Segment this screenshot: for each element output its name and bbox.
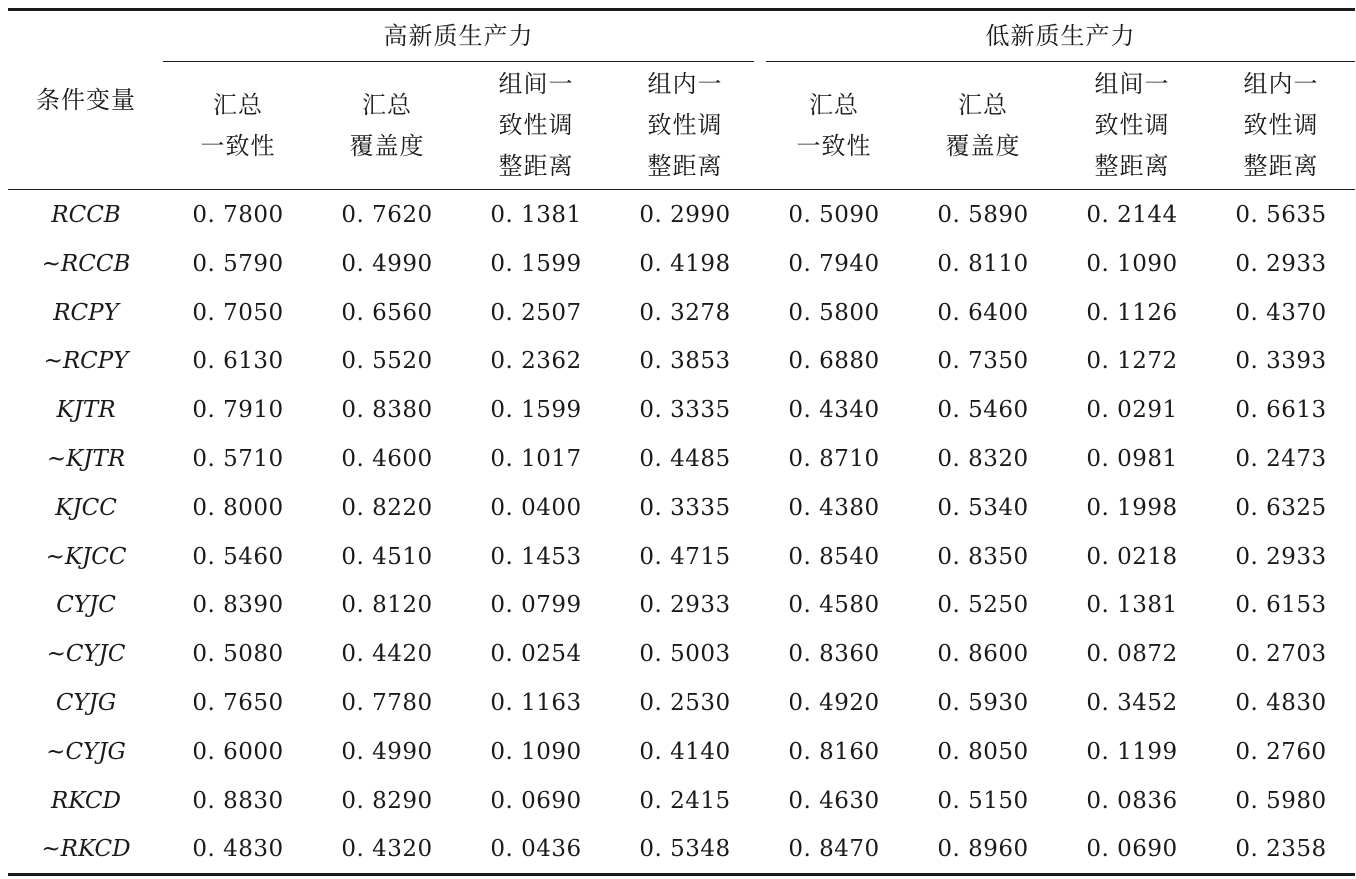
row-value-cell: 0. 2507 bbox=[490, 299, 582, 326]
row-value-cell: 0. 3335 bbox=[639, 397, 731, 424]
row-variable-label: ~KJTR bbox=[46, 446, 126, 472]
table-bottom-rule bbox=[8, 873, 1355, 876]
row-value-cell: 0. 1453 bbox=[490, 543, 582, 570]
row-value-cell: 0. 5340 bbox=[937, 494, 1029, 521]
row-value-cell: 0. 4630 bbox=[788, 787, 880, 814]
row-value-cell: 0. 8960 bbox=[937, 836, 1029, 863]
row-value-cell: 0. 2933 bbox=[1235, 250, 1327, 277]
row-value-cell: 0. 0218 bbox=[1086, 543, 1178, 570]
row-value-cell: 0. 6130 bbox=[192, 348, 284, 375]
row-value-cell: 0. 5710 bbox=[192, 446, 284, 472]
row-value-cell: 0. 5890 bbox=[937, 202, 1029, 228]
header-bottom-rule bbox=[8, 189, 1355, 190]
row-value-cell: 0. 0254 bbox=[490, 641, 582, 668]
row-value-cell: 0. 8160 bbox=[788, 738, 880, 765]
row-value-cell: 0. 8830 bbox=[192, 787, 284, 814]
table-row bbox=[0, 386, 1356, 435]
row-value-cell: 0. 1272 bbox=[1086, 348, 1178, 375]
row-value-cell: 0. 3393 bbox=[1235, 348, 1327, 375]
col-header-line: 覆盖度 bbox=[349, 132, 425, 160]
row-value-cell: 0. 3335 bbox=[639, 494, 731, 521]
row-variable-label: ~RKCD bbox=[41, 836, 131, 863]
row-value-cell: 0. 1199 bbox=[1086, 738, 1178, 765]
row-value-cell: 0. 5460 bbox=[192, 543, 284, 570]
row-variable-label: ~RCCB bbox=[41, 250, 131, 277]
row-value-cell: 0. 2933 bbox=[639, 592, 731, 619]
row-value-cell: 0. 4990 bbox=[341, 250, 433, 277]
row-variable-label: RCCB bbox=[51, 202, 121, 228]
col-header-line: 整距离 bbox=[498, 152, 574, 180]
col-header-line: 组内一 bbox=[647, 70, 723, 98]
row-value-cell: 0. 2358 bbox=[1235, 836, 1327, 863]
table-row bbox=[0, 679, 1356, 728]
row-value-cell: 0. 8050 bbox=[937, 738, 1029, 765]
row-value-cell: 0. 8710 bbox=[788, 446, 880, 472]
row-value-cell: 0. 8360 bbox=[788, 641, 880, 668]
row-value-cell: 0. 0799 bbox=[490, 592, 582, 619]
row-value-cell: 0. 6325 bbox=[1235, 494, 1327, 521]
col-header-line: 组间一 bbox=[1094, 70, 1170, 98]
row-value-cell: 0. 6613 bbox=[1235, 397, 1327, 424]
table-row bbox=[0, 728, 1356, 777]
col-header-low-within-distance bbox=[1207, 64, 1355, 187]
group-rule-high bbox=[163, 61, 754, 62]
row-value-cell: 0. 1163 bbox=[490, 690, 582, 716]
row-value-cell: 0. 1090 bbox=[490, 738, 582, 765]
table-row bbox=[0, 777, 1356, 826]
table-row bbox=[0, 484, 1356, 533]
table-row bbox=[0, 289, 1356, 338]
col-header-low-coverage bbox=[909, 85, 1057, 167]
col-header-line: 一致性 bbox=[796, 132, 872, 160]
row-value-cell: 0. 5080 bbox=[192, 641, 284, 668]
table-row bbox=[0, 435, 1356, 484]
row-value-cell: 0. 7350 bbox=[937, 348, 1029, 375]
row-value-cell: 0. 4990 bbox=[341, 738, 433, 765]
row-value-cell: 0. 4580 bbox=[788, 592, 880, 619]
col-header-line: 汇总 bbox=[958, 91, 1008, 119]
row-value-cell: 0. 5520 bbox=[341, 348, 433, 375]
row-value-cell: 0. 2144 bbox=[1086, 202, 1178, 228]
row-value-cell: 0. 4370 bbox=[1235, 299, 1327, 326]
row-value-cell: 0. 8000 bbox=[192, 494, 284, 521]
col-header-line: 致性调 bbox=[1243, 111, 1319, 139]
row-value-cell: 0. 8390 bbox=[192, 592, 284, 619]
row-value-cell: 0. 8220 bbox=[341, 494, 433, 521]
col-header-line: 整距离 bbox=[1243, 152, 1319, 180]
row-variable-label: ~CYJG bbox=[46, 738, 126, 765]
col-header-line: 汇总 bbox=[809, 91, 859, 119]
row-variable-label: ~CYJC bbox=[46, 641, 126, 668]
row-value-cell: 0. 3853 bbox=[639, 348, 731, 375]
table-row bbox=[0, 825, 1356, 874]
row-variable-label: RKCD bbox=[51, 787, 121, 814]
row-variable-label: CYJG bbox=[55, 690, 117, 716]
row-value-cell: 0. 5348 bbox=[639, 836, 731, 863]
row-value-cell: 0. 4380 bbox=[788, 494, 880, 521]
row-value-cell: 0. 1381 bbox=[490, 202, 582, 228]
row-value-cell: 0. 2362 bbox=[490, 348, 582, 375]
col-header-high-between-distance bbox=[462, 64, 610, 187]
row-variable-label: KJTR bbox=[56, 397, 116, 424]
row-value-cell: 0. 5250 bbox=[937, 592, 1029, 619]
row-value-cell: 0. 1599 bbox=[490, 397, 582, 424]
row-value-cell: 0. 7910 bbox=[192, 397, 284, 424]
col-header-line: 一致性 bbox=[200, 132, 276, 160]
row-value-cell: 0. 0400 bbox=[490, 494, 582, 521]
row-value-cell: 0. 0872 bbox=[1086, 641, 1178, 668]
row-value-cell: 0. 0690 bbox=[1086, 836, 1178, 863]
row-value-cell: 0. 4420 bbox=[341, 641, 433, 668]
row-value-cell: 0. 5003 bbox=[639, 641, 731, 668]
row-value-cell: 0. 3452 bbox=[1086, 690, 1178, 716]
row-value-cell: 0. 0690 bbox=[490, 787, 582, 814]
row-value-cell: 0. 2990 bbox=[639, 202, 731, 228]
table-row bbox=[0, 533, 1356, 582]
row-value-cell: 0. 6400 bbox=[937, 299, 1029, 326]
col-header-line: 致性调 bbox=[1094, 111, 1170, 139]
row-value-cell: 0. 4830 bbox=[1235, 690, 1327, 716]
col-header-high-within-distance bbox=[611, 64, 759, 187]
col-header-line: 致性调 bbox=[647, 111, 723, 139]
row-value-cell: 0. 5790 bbox=[192, 250, 284, 277]
row-value-cell: 0. 5635 bbox=[1235, 202, 1327, 228]
row-value-cell: 0. 4715 bbox=[639, 543, 731, 570]
table-row bbox=[0, 191, 1356, 240]
row-value-cell: 0. 0291 bbox=[1086, 397, 1178, 424]
row-value-cell: 0. 7780 bbox=[341, 690, 433, 716]
row-value-cell: 0. 4140 bbox=[639, 738, 731, 765]
col-header-low-consistency bbox=[760, 85, 908, 167]
row-value-cell: 0. 0981 bbox=[1086, 446, 1178, 472]
row-value-cell: 0. 0436 bbox=[490, 836, 582, 863]
row-value-cell: 0. 4340 bbox=[788, 397, 880, 424]
table-row bbox=[0, 581, 1356, 630]
group-rule-low bbox=[766, 61, 1355, 62]
row-value-cell: 0. 1381 bbox=[1086, 592, 1178, 619]
row-value-cell: 0. 6000 bbox=[192, 738, 284, 765]
row-value-cell: 0. 7800 bbox=[192, 202, 284, 228]
row-value-cell: 0. 8470 bbox=[788, 836, 880, 863]
table-row bbox=[0, 337, 1356, 386]
row-value-cell: 0. 6560 bbox=[341, 299, 433, 326]
row-value-cell: 0. 5930 bbox=[937, 690, 1029, 716]
row-value-cell: 0. 3278 bbox=[639, 299, 731, 326]
row-value-cell: 0. 4485 bbox=[639, 446, 731, 472]
row-value-cell: 0. 5800 bbox=[788, 299, 880, 326]
row-value-cell: 0. 7940 bbox=[788, 250, 880, 277]
row-value-cell: 0. 2933 bbox=[1235, 543, 1327, 570]
row-value-cell: 0. 1998 bbox=[1086, 494, 1178, 521]
row-value-cell: 0. 0836 bbox=[1086, 787, 1178, 814]
col-header-high-consistency bbox=[164, 85, 312, 167]
row-variable-label: KJCC bbox=[55, 494, 117, 521]
row-value-cell: 0. 8110 bbox=[937, 250, 1029, 277]
row-value-cell: 0. 4510 bbox=[341, 543, 433, 570]
row-value-cell: 0. 7620 bbox=[341, 202, 433, 228]
row-value-cell: 0. 8540 bbox=[788, 543, 880, 570]
row-value-cell: 0. 8350 bbox=[937, 543, 1029, 570]
row-value-cell: 0. 4198 bbox=[639, 250, 731, 277]
row-value-cell: 0. 5460 bbox=[937, 397, 1029, 424]
col-header-line: 汇总 bbox=[213, 91, 263, 119]
row-value-cell: 0. 1126 bbox=[1086, 299, 1178, 326]
row-value-cell: 0. 4920 bbox=[788, 690, 880, 716]
row-value-cell: 0. 7050 bbox=[192, 299, 284, 326]
row-value-cell: 0. 2473 bbox=[1235, 446, 1327, 472]
row-value-cell: 0. 8120 bbox=[341, 592, 433, 619]
col-header-line: 组间一 bbox=[498, 70, 574, 98]
row-value-cell: 0. 8600 bbox=[937, 641, 1029, 668]
col-header-high-coverage bbox=[313, 85, 461, 167]
row-value-cell: 0. 2530 bbox=[639, 690, 731, 716]
row-value-cell: 0. 6153 bbox=[1235, 592, 1327, 619]
col-header-line: 整距离 bbox=[647, 152, 723, 180]
row-value-cell: 0. 1017 bbox=[490, 446, 582, 472]
group-header-high: 高新质生产力 bbox=[383, 22, 534, 50]
row-variable-label: ~KJCC bbox=[45, 543, 127, 570]
row-value-cell: 0. 5980 bbox=[1235, 787, 1327, 814]
col-header-line: 覆盖度 bbox=[945, 132, 1021, 160]
col-header-line: 整距离 bbox=[1094, 152, 1170, 180]
row-value-cell: 0. 2415 bbox=[639, 787, 731, 814]
condition-variable-header: 条件变量 bbox=[36, 86, 136, 114]
row-variable-label: CYJC bbox=[56, 592, 116, 619]
row-value-cell: 0. 7650 bbox=[192, 690, 284, 716]
row-value-cell: 0. 2760 bbox=[1235, 738, 1327, 765]
col-header-low-between-distance bbox=[1058, 64, 1206, 187]
row-value-cell: 0. 2703 bbox=[1235, 641, 1327, 668]
row-value-cell: 0. 8290 bbox=[341, 787, 433, 814]
row-value-cell: 0. 4830 bbox=[192, 836, 284, 863]
table-row bbox=[0, 240, 1356, 289]
row-value-cell: 0. 6880 bbox=[788, 348, 880, 375]
row-value-cell: 0. 5150 bbox=[937, 787, 1029, 814]
row-variable-label: RCPY bbox=[53, 299, 119, 326]
row-value-cell: 0. 8320 bbox=[937, 446, 1029, 472]
col-header-line: 致性调 bbox=[498, 111, 574, 139]
row-value-cell: 0. 1090 bbox=[1086, 250, 1178, 277]
col-header-line: 汇总 bbox=[362, 91, 412, 119]
group-header-low: 低新质生产力 bbox=[985, 22, 1136, 50]
row-value-cell: 0. 8380 bbox=[341, 397, 433, 424]
table-top-rule bbox=[8, 8, 1355, 11]
row-value-cell: 0. 5090 bbox=[788, 202, 880, 228]
table-row bbox=[0, 630, 1356, 679]
col-header-line: 组内一 bbox=[1243, 70, 1319, 98]
row-value-cell: 0. 4600 bbox=[341, 446, 433, 472]
row-value-cell: 0. 4320 bbox=[341, 836, 433, 863]
row-value-cell: 0. 1599 bbox=[490, 250, 582, 277]
row-variable-label: ~RCPY bbox=[43, 348, 129, 375]
